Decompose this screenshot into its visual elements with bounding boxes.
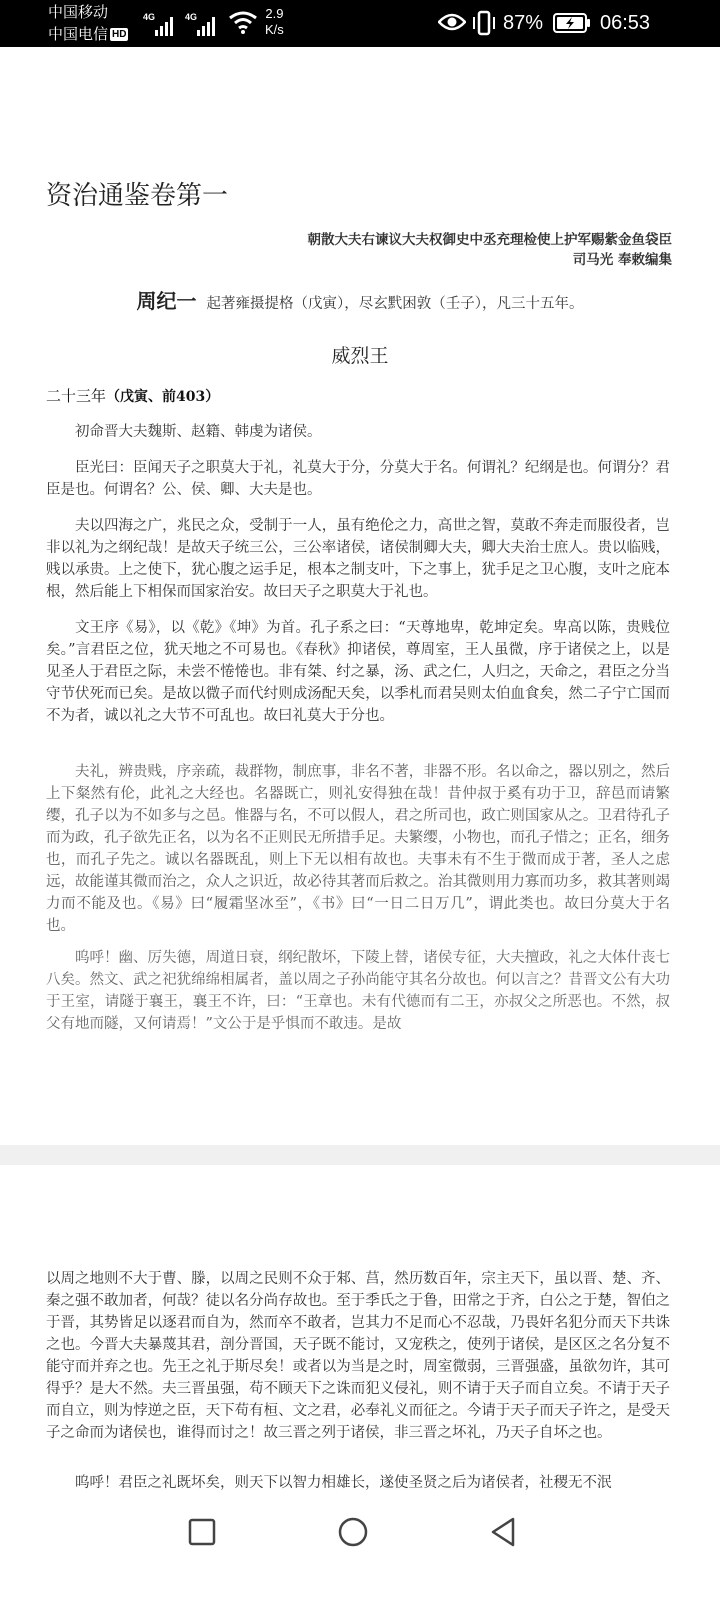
signal-icon bbox=[143, 10, 179, 36]
chapter-name: 周纪一 bbox=[136, 289, 197, 313]
battery-charging-icon bbox=[553, 13, 591, 33]
vibrate-icon bbox=[470, 10, 498, 36]
paragraph: 夫礼，辨贵贱，序亲疏，裁群物，制庶事，非名不著，非器不形。名以命之，器以别之，然后上下粲然有伦，此礼之大经也。名器既亡，则礼安得独在哉！昔仲叔于奚有功于卫，辞邑而请繁缨，孔子以为不如多与之邑。惟器与名，不可以假人，君之所司也，政亡则国家从之。卫君待孔子而为政，孔子欲先正名，以为名不正则民无所措手足。夫繁缨，小物也，而孔子惜之；正名，细务也，而孔子先之。诚以名器既乱，则上下无以相有故也。夫事未有不生于微而成于著，圣人之虑远，故能谨其微而治之，众人之识近，故必待其著而后救之。治其微则用力寡而功多，救其著则竭力而不能及也。《易》曰“履霜坚冰至”，《书》曰“一日二日万几”，谓此类也。故曰分莫大于名也。 bbox=[46, 764, 670, 934]
back-icon[interactable] bbox=[483, 1512, 523, 1552]
page-divider bbox=[0, 1145, 720, 1165]
author-line: 朝散大夫右谏议大夫权御史中丞充理检使上护军赐紫金鱼袋臣 bbox=[307, 232, 672, 248]
hd-badge: HD bbox=[112, 29, 127, 40]
net-speed-unit: K/s bbox=[265, 22, 284, 37]
author-credit bbox=[308, 230, 673, 270]
author-line: 司马光 奉敕编集 bbox=[572, 252, 672, 268]
paragraph: 以周之地则不大于曹、滕，以周之民则不众于邾、莒，然历数百年，宗主天下，虽以晋、楚、齐、秦之强不敢加者，何哉？徒以名分尚存故也。至于季氏之于鲁，田常之于齐，白公之于楚，智伯之于晋，其势皆足以逐君而自为，然而卒不敢者，岂其力不足而心不忍哉，乃畏奸名犯分而天下共诛之也。今晋大夫暴蔑其君，剖分晋国，天子既不能讨，又宠秩之，使列于诸侯，是区区之名分复不能守而并弃之也。先王之礼于斯尽矣！或者以为当是之时，周室微弱，三晋强盛，虽欲勿许，其可得乎？是大不然。夫三晋虽强，苟不顾天下之诛而犯义侵礼，则不请于天子而自立矣。不请于天子而自立，则为悖逆之臣，天下苟有桓、文之君，必奉礼义而征之。今请于天子而天子许之，是受天子之命而为诸侯也，谁得而讨之！故三晋之列于诸侯，非三晋之坏礼，乃天子自坏之也。 bbox=[46, 1271, 670, 1441]
carrier-2-label bbox=[48, 26, 128, 44]
chapter-heading bbox=[0, 285, 720, 314]
paragraph: 初命晋大夫魏斯、赵籍、韩虔为诸侯。 bbox=[75, 424, 322, 440]
signal-icon bbox=[185, 10, 221, 36]
paragraph: 臣光曰：臣闻天子之职莫大于礼，礼莫大于分，分莫大于名。何谓礼？纪纲是也。何谓分？君臣是也。何谓名？公、侯、卿、大夫是也。 bbox=[46, 460, 670, 498]
reader-page-1[interactable] bbox=[0, 47, 720, 1145]
carrier-1-label: 中国移动 bbox=[48, 4, 109, 21]
year-heading bbox=[46, 385, 219, 406]
section-title: 威烈王 bbox=[331, 345, 389, 367]
home-icon[interactable] bbox=[333, 1512, 373, 1552]
year-main: 二十三年 bbox=[46, 387, 107, 405]
net-speed-value: 2.9 bbox=[265, 6, 284, 21]
signal-1-gen: 4G bbox=[143, 12, 156, 22]
net-speed bbox=[265, 6, 284, 38]
signal-2-gen: 4G bbox=[185, 12, 198, 22]
system-nav-bar bbox=[0, 1500, 720, 1600]
battery-percent: 87% bbox=[503, 12, 544, 34]
paragraph: 夫以四海之广，兆民之众，受制于一人，虽有绝伦之力，高世之智，莫敢不奔走而服役者，岂非以礼为之纲纪哉！是故天子统三公，三公率诸侯，诸侯制卿大夫，卿大夫治士庶人。贵以临贱，贱以承贵。上之使下，犹心腹之运手足，根本之制支叶，下之事上，犹手足之卫心腹，支叶之庇本根，然后能上下相保而国家治安。故曰天子之职莫大于礼也。 bbox=[46, 518, 670, 600]
status-bar bbox=[0, 0, 720, 47]
year-sub: （戊寅、前403） bbox=[106, 389, 220, 405]
chapter-description: 起著雍摄提格（戊寅），尽玄黓困敦（壬子），凡三十五年。 bbox=[206, 296, 584, 312]
clock: 06:53 bbox=[600, 12, 651, 34]
paragraph: 呜呼！幽、厉失德，周道日衰，纲纪散坏，下陵上替，诸侯专征，大夫擅政，礼之大体什丧七八矣。然文、武之祀犹绵绵相属者，盖以周之子孙尚能守其名分故也。何以言之？昔晋文公有大功于王室，请隧于襄王，襄王不许，曰：“王章也。未有代德而有二王，亦叔父之所恶也。不然，叔父有地而隧，又何请焉！”文公于是乎惧而不敢违。是故 bbox=[46, 950, 670, 1032]
recent-apps-icon[interactable] bbox=[182, 1512, 222, 1552]
paragraph: 文王序《易》，以《乾》《坤》为首。孔子系之曰：“天尊地卑，乾坤定矣。卑高以陈，贵贱位矣。”言君臣之位，犹天地之不可易也。《春秋》抑诸侯，尊周室，王人虽微，序于诸侯之上，以是见圣人于君臣之际，未尝不惓惓也。非有桀、纣之暴，汤、武之仁，人归之，天命之，君臣之分当守节伏死而已矣。是故以微子而代纣则成汤配天矣，以季札而君吴则太伯血食矣，然二子宁亡国而不为者，诚以礼之大节不可乱也。故曰礼莫大于分也。 bbox=[46, 620, 670, 724]
reader-page-2[interactable] bbox=[0, 1165, 720, 1500]
paragraph: 呜呼！君臣之礼既坏矣，则天下以智力相雄长，遂使圣贤之后为诸侯者，社稷无不泯 bbox=[75, 1475, 612, 1491]
carrier-2-name: 中国电信 bbox=[48, 26, 109, 43]
wifi-icon bbox=[228, 10, 258, 34]
eye-icon bbox=[438, 12, 466, 32]
book-title: 资治通鉴卷第一 bbox=[46, 181, 229, 211]
